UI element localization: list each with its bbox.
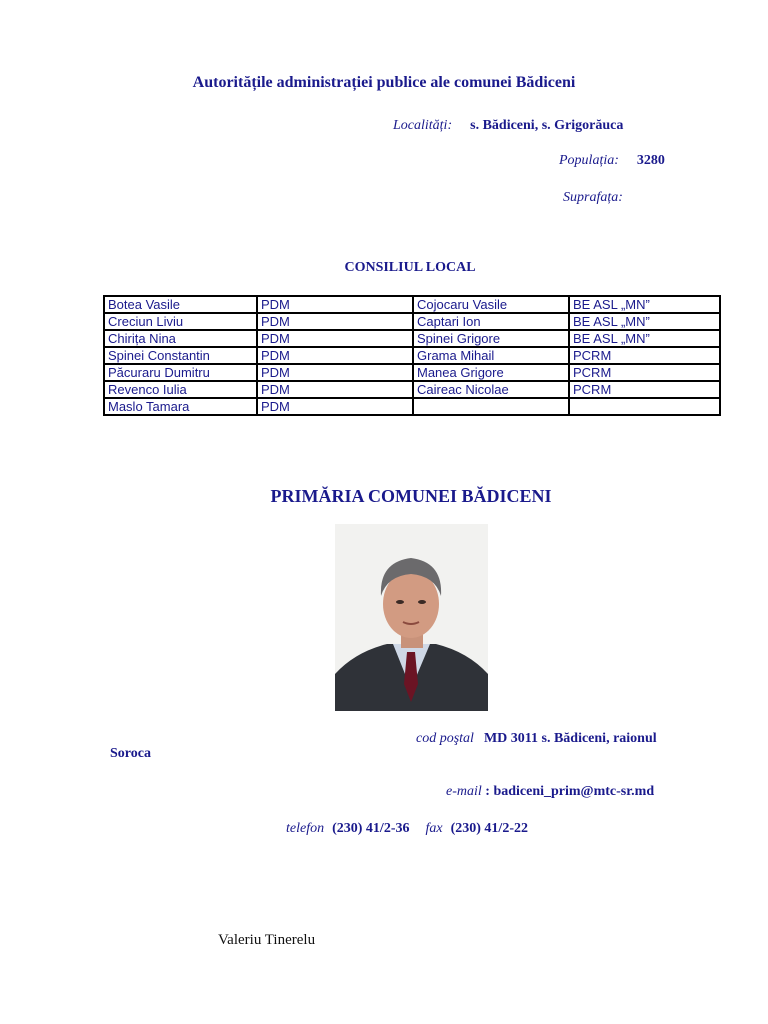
member-party: PDM <box>257 364 413 381</box>
member-name: Botea Vasile <box>104 296 257 313</box>
table-row <box>104 364 720 381</box>
mayor-photo <box>335 524 488 711</box>
email-line <box>446 782 654 800</box>
populatia-value: 3280 <box>636 153 665 168</box>
member-party: PCRM <box>569 381 720 398</box>
cod-postal-label: cod poştal <box>416 731 474 746</box>
email-label: e-mail <box>446 784 482 799</box>
member-name: Chirița Nina <box>104 330 257 347</box>
member-party: BE ASL „MN” <box>569 313 720 330</box>
member-name: Caireac Nicolae <box>413 381 569 398</box>
member-name: Spinei Grigore <box>413 330 569 347</box>
member-name: Revenco Iulia <box>104 381 257 398</box>
member-name <box>413 398 569 415</box>
table-row <box>104 313 720 330</box>
populatia-line <box>559 151 665 169</box>
council-heading: CONSILIUL LOCAL <box>344 260 476 275</box>
member-party: PDM <box>257 313 413 330</box>
page-title: Autoritățile administrației publice ale comunei Bădiceni <box>192 74 576 91</box>
cod-postal-line <box>416 729 657 747</box>
cod-postal-value: MD 3011 s. Bădiceni, raionul <box>483 731 657 746</box>
member-name: Grama Mihail <box>413 347 569 364</box>
member-party: PDM <box>257 347 413 364</box>
phone-line <box>286 819 528 837</box>
localitati-value: s. Bădiceni, s. Grigorăuca <box>470 118 624 133</box>
member-party: PDM <box>257 381 413 398</box>
member-party: PCRM <box>569 347 720 364</box>
member-party: BE ASL „MN” <box>569 330 720 347</box>
member-party: PDM <box>257 330 413 347</box>
member-name: Cojocaru Vasile <box>413 296 569 313</box>
member-party: PCRM <box>569 364 720 381</box>
table-row <box>104 347 720 364</box>
mayor-name: Valeriu Tinerelu <box>218 932 316 948</box>
table-row <box>104 296 720 313</box>
email-link[interactable]: badiceni_prim@mtc-sr.md <box>493 784 655 799</box>
populatia-label: Populația: <box>559 153 619 168</box>
council-table <box>103 295 721 416</box>
member-name: Captari Ion <box>413 313 569 330</box>
primaria-heading: PRIMĂRIA COMUNEI BĂDICENI <box>270 486 552 506</box>
localitati-label: Localități: <box>393 118 453 133</box>
member-name: Spinei Constantin <box>104 347 257 364</box>
telefon-label: telefon <box>286 821 325 836</box>
fax-value: (230) 41/2-22 <box>450 821 528 836</box>
member-party <box>569 398 720 415</box>
table-row <box>104 330 720 347</box>
member-name: Manea Grigore <box>413 364 569 381</box>
table-row <box>104 381 720 398</box>
member-party: PDM <box>257 296 413 313</box>
member-name: Maslo Tamara <box>104 398 257 415</box>
fax-label: fax <box>425 821 443 836</box>
email-separator: : <box>481 784 494 799</box>
member-name: Creciun Liviu <box>104 313 257 330</box>
suprafata-line <box>563 188 623 206</box>
member-party: BE ASL „MN” <box>569 296 720 313</box>
table-row <box>104 398 720 415</box>
telefon-value: (230) 41/2-36 <box>332 821 410 836</box>
member-name: Păcuraru Dumitru <box>104 364 257 381</box>
localitati-line <box>393 116 623 134</box>
member-party: PDM <box>257 398 413 415</box>
suprafata-label: Suprafața: <box>563 190 623 205</box>
cod-postal-value-2: Soroca <box>110 746 151 761</box>
